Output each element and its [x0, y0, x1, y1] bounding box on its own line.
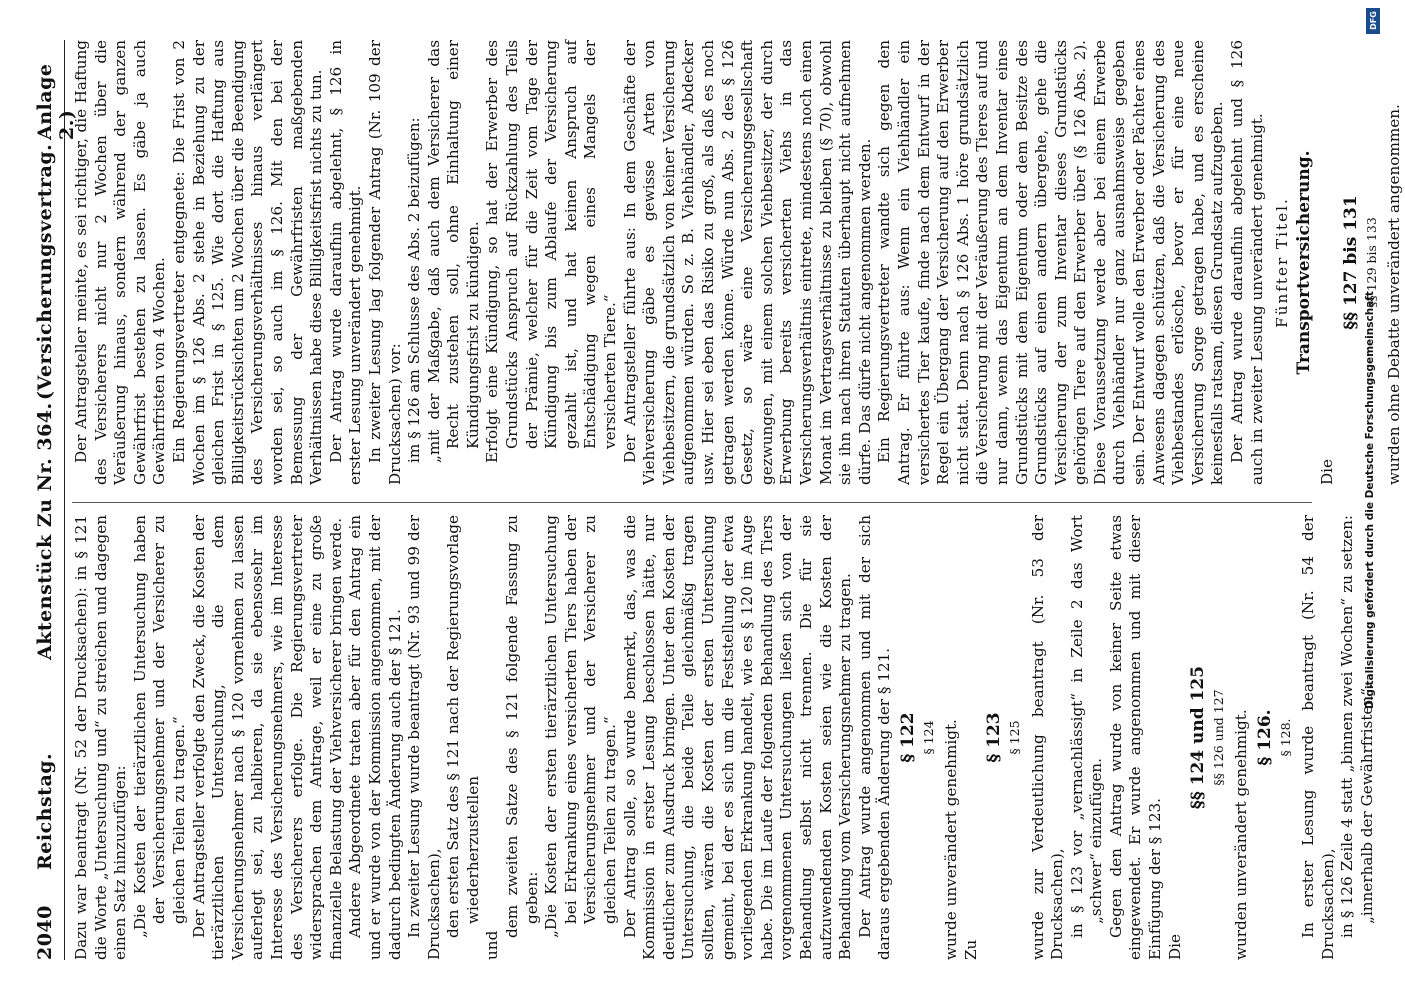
paragraph: In erster Lesung wurde beantragt (Nr. 54 der Drucksachen),	[1299, 515, 1337, 960]
section-heading: §§ 127 bis 131	[1341, 195, 1361, 330]
header-aktenstueck: Aktenstück Zu Nr. 364.	[34, 402, 56, 660]
paragraph: Andere Abgeordnete traten aber für den Antrag ein und er wurde von der Kommission angenommen, mit der dadurch bedingten Änderung auch der § 121.	[346, 515, 404, 960]
header-reichstag: Reichstag.	[34, 752, 56, 870]
paragraph: In zweiter Lesung wurde beantragt (Nr. 93 und 99 der Drucksachen),	[405, 515, 443, 960]
header-anlage: Anlage 2.)	[34, 63, 78, 140]
right-column	[72, 40, 1405, 485]
quote: „mit der Maßgabe, daß auch dem Versicherer das Recht zustehen soll, ohne Einhaltung einer Kündigungsfrist zu kündigen.	[424, 40, 482, 463]
digitization-note-text: Digitalisierung gefördert durch die Deutsche Forschungsgemeinschaft	[1364, 291, 1376, 709]
quote: „Die Kosten der tierärztlichen Untersuchung haben der Versicherungsnehmer und der Versicherer zu gleichen Teilen zu tragen.“	[130, 515, 188, 938]
quote: im § 126 am Schlusse des Abs. 2 beizufügen:	[405, 117, 424, 463]
section-subref: §§ 126 und 127	[1210, 689, 1226, 786]
column-divider	[72, 502, 1312, 503]
page-header	[28, 40, 78, 960]
paragraph: wurde zur Verdeutlichung beantragt (Nr. 53 der Drucksachen),	[1028, 515, 1067, 960]
quote: dem zweiten Satze des § 121 folgende Fassung zu geben:	[503, 515, 541, 938]
paragraph: In zweiter Lesung lag folgender Antrag (Nr. 109 der Drucksachen) vor:	[365, 40, 404, 485]
section-subref: § 125	[1006, 720, 1022, 755]
section-heading: § 123	[984, 712, 1005, 763]
title-label: Fünfter Titel.	[1273, 197, 1292, 328]
paragraph: Dazu war beantragt (Nr. 52 der Drucksachen): in § 121 die Worte „Untersuchung und“ zu streichen und dagegen einen Satz hinzuzufügen:	[72, 515, 130, 960]
paragraph: Der Antrag wurde angenommen und mit der sich daraus ergebenden Änderung der § 121.	[855, 515, 894, 960]
section-heading: § 126.	[1255, 709, 1276, 766]
paragraph: Die	[1165, 933, 1184, 960]
paragraph: und	[483, 930, 502, 960]
paragraph: Der Antrag wurde daraufhin abgelehnt und § 126 auch in zweiter Lesung unverändert genehmigt.	[1228, 40, 1266, 485]
paragraph: Der Antragsteller verfolgte den Zweck, die Kosten der tierärztlichen Untersuchung, die dem Versicherungsnehmer nach § 120 vornehmen zu lassen auferlegt sei, zu halbieren, da sie ebensosehr im Interesse des Versicherungsnehmers, wie im Interesse des Versicherers erfolge. Die Regierungsvertreter widersprachen dem Antrage, weil er eine zu große finanzielle Belastung der Viehversicherer bringen werde.	[189, 515, 345, 960]
paragraph: Der Antragsteller führte aus: In dem Geschäfte der Viehversicherung gäbe es gewisse Arten von Viehbesitzern, die grundsätzlich von keiner Versicherung aufgenommen würden. So z. B. Viehhändler, Abdecker usw. Hier sei eben das Risiko zu groß, als daß es noch getragen werden könne. Würde nun Abs. 2 des § 126 Gesetz, so wäre eine Versicherungsgesellschaft gezwungen, mit einem solchen Viehbesitzer, der durch Erwerbung bereits versicherten Viehs in das Versicherungsverhältnis eintrete, mindestens noch einen Monat im Vertragsverhältnisse zu bleiben (§ 70), obwohl sie ihn nach ihren Statuten überhaupt nicht aufnehmen dürfe. Das dürfe nicht angenommen werden.	[620, 40, 874, 485]
paragraph: wurden unverändert genehmigt.	[1232, 709, 1251, 960]
section-subref: §§ 129 bis 133	[1363, 217, 1379, 308]
section-subref: § 124	[920, 720, 936, 755]
section-heading: § 122	[897, 712, 918, 763]
left-column	[72, 515, 1378, 960]
quote: in § 123 vor „vernachlässigt“ in Zeile 2 das Wort „schwer“ einzufügen.	[1067, 515, 1106, 938]
dfg-logo-text: DFG	[1368, 11, 1378, 30]
paragraph: Der Antrag wurde daraufhin abgelehnt, § 126 in erster Lesung unverändert genehmigt.	[326, 40, 365, 485]
paragraph: wurde unverändert genehmigt.	[942, 719, 961, 960]
paragraph: Die	[1318, 458, 1337, 485]
header-section: (Versicherungsvertrag.	[34, 143, 56, 400]
quote: „Die Kosten der ersten tierärztlichen Untersuchung bei Erkrankung eines versicherten Tiers haben der Versicherungsnehmer und der Versicherer zu gleichen Teilen zu tragen.“	[542, 515, 620, 938]
page-number: 2040	[34, 905, 56, 960]
quote: in § 126 Zeile 4 statt „binnen zwei Wochen“ zu setzen: „innerhalb der Gewährfristen“.	[1338, 515, 1376, 938]
paragraph: Ein Regierungsvertreter entgegnete: Die Frist von 2 Wochen im § 126 Abs. 2 stehe in Beziehung zu der gleichen Frist in § 125. Wie dort die Haftung aus Billigkeitsrücksichten um 2 Wochen über die Beendigung des Versicherungsverhältnisses hinaus verlängert worden sei, so auch im § 126. Mit den bei der Bemessung der Gewährfristen maßgebenden Verhältnissen habe diese Billigkeitsfrist nichts zu tun.	[169, 40, 326, 485]
digitization-note	[1364, 10, 1380, 990]
quote: Erfolgt eine Kündigung, so hat der Erwerber des Grundstücks Anspruch auf Rückzahlung des Teils der Prämie, welcher für die Zeit vom Tage der Kündigung bis zum Ablaufe der Versicherung gezahlt ist, und hat keinen Anspruch auf Entschädigung wegen eines Mangels der versicherten Tiere.“	[483, 40, 620, 463]
title-heading: Transportversicherung.	[1293, 150, 1314, 375]
section-subref: § 128.	[1277, 718, 1293, 757]
paragraph: Ein Regierungsvertreter wandte sich gegen den Antrag. Er führte aus: Wenn ein Viehhändler ein versichertes Tier kaufe, finde nach dem Entwurf in der Regel ein Übergang der Versicherung auf den Erwerber nicht statt. Denn nach § 126 Abs. 1 höre grundsätzlich die Versicherung mit der Veräußerung des Tieres auf und nur dann, wenn das Eigentum an dem Inventar eines Grundstücks mit dem Eigentum oder dem Besitze des Grundstücks auf einen andern übergehe, gehe die Versicherung der zum Inventar dieses Grundstücks gehörigen Tiere auf den Erwerber über (§ 126 Abs. 2). Diese Voraussetzung werde aber bei einem Erwerbe durch Viehhändler nur ganz ausnahmsweise gegeben sein. Der Entwurf wolle den Erwerber oder Pächter eines Anwesens dagegen schützen, daß die Versicherung des Viehbestandes erlösche, bevor er für eine neue Versicherung Sorge getragen habe, und es erscheine keinesfalls ratsam, diesen Grundsatz aufzugeben.	[875, 40, 1227, 485]
paragraph: Der Antragsteller meinte, es sei richtiger, die Haftung des Versicherers nicht nur 2 Wochen über die Veräußerung hinaus, sondern während der ganzen Gewährfrist bestehen zu lassen. Es gäbe ja auch Gewährfristen von 4 Wochen.	[72, 40, 169, 485]
paragraph: Zu	[961, 939, 980, 960]
paragraph: Der Antrag solle, so wurde bemerkt, das, was die Kommission in erster Lesung beschlossen hätte, nur deutlicher zum Ausdruck bringen. Unter den Kosten der Untersuchung, die beide Teile gleichmäßig tragen sollten, wären die Kosten der ersten Untersuchung gemeint, bei der es sich um die Feststellung der etwa vorliegenden Erkrankung handelt, wie es § 120 im Auge habe. Die im Laufe der folgenden Behandlung des Tiers vorgenommenen Untersuchungen ließen sich von der Behandlung selbst nicht trennen. Die für sie aufzuwendenden Kosten seien wie die Kosten der Behandlung vom Versicherungsnehmer zu tragen.	[620, 515, 855, 960]
paragraph: Gegen den Antrag wurde von keiner Seite etwas eingewendet. Er wurde angenommen und mit dieser Einfügung der § 123.	[1106, 515, 1165, 960]
quote: den ersten Satz des § 121 nach der Regierungsvorlage wiederherzustellen	[444, 515, 482, 938]
paragraph: wurden ohne Debatte unverändert angenommen.	[1385, 104, 1404, 485]
section-heading: §§ 124 und 125	[1188, 665, 1209, 810]
